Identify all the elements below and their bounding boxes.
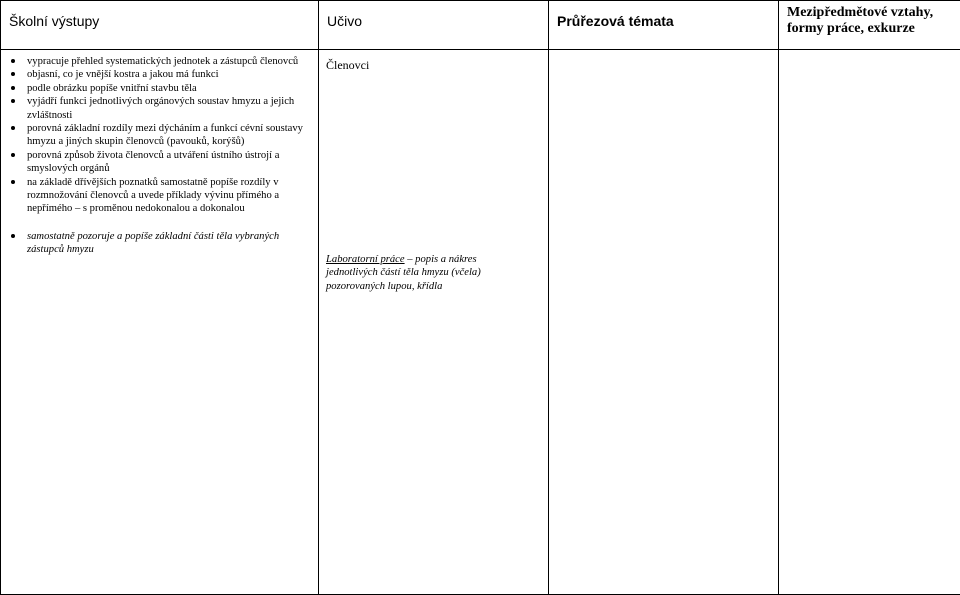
header-ucivo: Učivo [319,1,549,50]
outcome-item: objasní, co je vnější kostra a jakou má funkci [1,68,318,81]
lab-work-note [326,253,548,293]
outcome-item-italic: samostatně pozoruje a popíše základní části těla vybraných zástupců hmyzu [1,230,318,257]
outcome-item: podle obrázku popíše vnitřní stavbu těla [1,82,318,95]
lab-line-2: jednotlivých částí těla hmyzu (včela) [326,267,481,279]
ucivo-cell [319,50,549,595]
header-skolni-vystupy: Školní výstupy [1,1,319,50]
lab-line-3: pozorovaných lupou, křídla [326,280,443,292]
header-prurezova-temata: Průřezová témata [549,1,779,50]
prurezova-temata-cell [549,50,779,595]
outcome-item: vyjádří funkci jednotlivých orgánových soustav hmyzu a jejich zvláštnosti [1,95,318,122]
header-col4-line1: Mezipředmětové vztahy, [787,5,934,20]
lab-label: Laboratorní práce [326,254,405,265]
content-row [1,50,960,595]
mezipredmetove-cell [779,50,960,595]
outcome-item: na základě dřívějších poznatků samostatně popíše rozdíly v rozmnožování členovců a uvede příklady vývinu přímého a nepřímého – s proměnou nedokonalou a dokonalou [1,176,318,216]
header-col4-line2: formy práce, exkurze [787,21,915,36]
lab-rest: – popis a nákres [404,254,477,265]
outcomes-list [1,50,318,257]
outcome-item: porovná způsob života členovců a utváření ústního ústrojí a smyslových orgánů [1,149,318,176]
outcome-item: porovná základní rozdíly mezi dýcháním a funkcí cévní soustavy hmyzu a jiných skupin členovců (pavouků, korýšů) [1,122,318,149]
outcome-item: vypracuje přehled systematických jednotek a zástupců členovců [1,55,318,68]
outcomes-cell [1,50,319,595]
header-mezipredmetove-vztahy [779,1,960,50]
lab-line-1 [326,253,548,266]
ucivo-title: Členovci [326,58,370,72]
header-row [1,1,960,50]
